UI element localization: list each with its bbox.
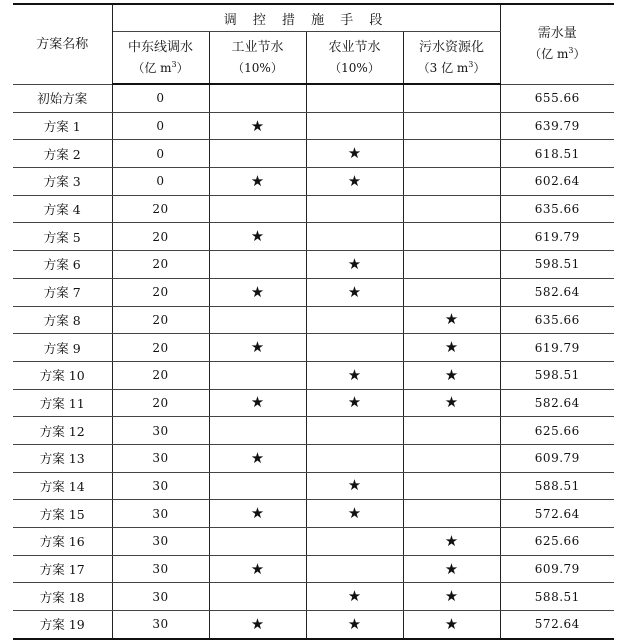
- water-demand-cell: 635.66: [500, 306, 614, 334]
- agricultural-saving-cell: [306, 611, 403, 639]
- scheme-name-cell: 方案 9: [13, 334, 112, 362]
- agricultural-saving-cell: [306, 583, 403, 611]
- star-icon: ★: [250, 338, 265, 357]
- table-row: [13, 84, 614, 112]
- sewage-reuse-cell: [403, 306, 500, 334]
- star-icon: ★: [347, 282, 362, 301]
- water-demand-cell: 609.79: [500, 555, 614, 583]
- industrial-saving-cell: [209, 112, 306, 140]
- agricultural-saving-cell: [306, 195, 403, 223]
- star-icon: ★: [444, 559, 459, 578]
- sewage-reuse-cell: [403, 334, 500, 362]
- star-icon: ★: [250, 559, 265, 578]
- transfer-volume-cell: 30: [112, 500, 209, 528]
- sewage-reuse-cell: [403, 583, 500, 611]
- water-demand-cell: 572.64: [500, 500, 614, 528]
- agricultural-saving-cell: [306, 168, 403, 196]
- transfer-volume-cell: 20: [112, 306, 209, 334]
- table-row: [13, 140, 614, 168]
- table-row: [13, 306, 614, 334]
- agricultural-saving-cell: [306, 84, 403, 112]
- agricultural-saving-header: [306, 32, 403, 85]
- table-row: [13, 555, 614, 583]
- industrial-saving-cell: [209, 611, 306, 639]
- water-demand-cell: 625.66: [500, 417, 614, 445]
- middle-east-route-transfer-header: [112, 32, 209, 85]
- industrial-saving-cell: [209, 223, 306, 251]
- table-row: [13, 472, 614, 500]
- table-row: [13, 334, 614, 362]
- star-icon: ★: [444, 338, 459, 357]
- scheme-name-cell: 方案 16: [13, 528, 112, 556]
- scheme-name-cell: 方案 13: [13, 444, 112, 472]
- star-icon: ★: [347, 476, 362, 495]
- sewage-reuse-cell: [403, 417, 500, 445]
- star-icon: ★: [250, 116, 265, 135]
- middle-east-route-unit: （亿 $m^3$）: [132, 59, 189, 75]
- water-demand-scheme-table: [13, 3, 614, 640]
- sewage-reuse-header: [403, 32, 500, 85]
- star-icon: ★: [250, 171, 265, 190]
- scheme-name-header-label: 方案名称: [36, 37, 89, 53]
- sewage-reuse-cell: [403, 84, 500, 112]
- agricultural-saving-cell: [306, 417, 403, 445]
- transfer-volume-cell: 0: [112, 140, 209, 168]
- water-demand-label: 需水量: [537, 26, 577, 42]
- scheme-name-cell: 方案 4: [13, 195, 112, 223]
- star-icon: ★: [250, 504, 265, 523]
- transfer-volume-cell: 30: [112, 528, 209, 556]
- transfer-volume-cell: 30: [112, 444, 209, 472]
- scheme-name-cell: 方案 5: [13, 223, 112, 251]
- scheme-name-cell: 方案 14: [13, 472, 112, 500]
- agricultural-saving-cell: [306, 112, 403, 140]
- table-row: [13, 361, 614, 389]
- sewage-reuse-cell: [403, 389, 500, 417]
- table-row: [13, 278, 614, 306]
- industrial-saving-unit: （10%）: [232, 60, 283, 75]
- water-demand-cell: 602.64: [500, 168, 614, 196]
- table-row: [13, 112, 614, 140]
- agricultural-saving-unit: （10%）: [329, 60, 380, 75]
- agricultural-saving-cell: [306, 528, 403, 556]
- agricultural-saving-label: 农业节水: [328, 39, 381, 55]
- table-row: [13, 528, 614, 556]
- sewage-reuse-cell: [403, 195, 500, 223]
- water-demand-cell: 625.66: [500, 528, 614, 556]
- agricultural-saving-cell: [306, 361, 403, 389]
- water-demand-cell: 655.66: [500, 84, 614, 112]
- water-demand-cell: 618.51: [500, 140, 614, 168]
- scheme-name-cell: 初始方案: [13, 84, 112, 112]
- transfer-volume-cell: 20: [112, 278, 209, 306]
- sewage-reuse-cell: [403, 611, 500, 639]
- agricultural-saving-cell: [306, 389, 403, 417]
- star-icon: ★: [347, 587, 362, 606]
- agricultural-saving-cell: [306, 306, 403, 334]
- table-row: [13, 583, 614, 611]
- table-row: [13, 611, 614, 639]
- agricultural-saving-cell: [306, 223, 403, 251]
- star-icon: ★: [347, 254, 362, 273]
- sewage-reuse-cell: [403, 278, 500, 306]
- agricultural-saving-cell: [306, 278, 403, 306]
- water-demand-unit: （亿 $m^3$）: [529, 46, 586, 62]
- sewage-reuse-cell: [403, 472, 500, 500]
- transfer-volume-cell: 30: [112, 583, 209, 611]
- industrial-saving-cell: [209, 389, 306, 417]
- industrial-saving-cell: [209, 444, 306, 472]
- scheme-name-cell: 方案 8: [13, 306, 112, 334]
- star-icon: ★: [347, 504, 362, 523]
- transfer-volume-cell: 0: [112, 84, 209, 112]
- table-row: [13, 223, 614, 251]
- sewage-reuse-unit: （3 亿 $m^3$）: [417, 59, 486, 75]
- middle-east-route-label: 中东线调水: [127, 39, 193, 55]
- agricultural-saving-cell: [306, 334, 403, 362]
- scheme-name-cell: 方案 12: [13, 417, 112, 445]
- table-row: [13, 417, 614, 445]
- table-row: [13, 500, 614, 528]
- table-row: [13, 251, 614, 279]
- scheme-name-cell: 方案 6: [13, 251, 112, 279]
- star-icon: ★: [347, 614, 362, 633]
- sewage-reuse-cell: [403, 528, 500, 556]
- scheme-name-cell: 方案 3: [13, 168, 112, 196]
- scheme-name-cell: 方案 1: [13, 112, 112, 140]
- agricultural-saving-cell: [306, 500, 403, 528]
- transfer-volume-cell: 20: [112, 334, 209, 362]
- scheme-name-cell: 方案 19: [13, 611, 112, 639]
- table-row: [13, 168, 614, 196]
- agricultural-saving-cell: [306, 140, 403, 168]
- water-demand-header: [500, 4, 614, 84]
- industrial-saving-cell: [209, 195, 306, 223]
- star-icon: ★: [347, 393, 362, 412]
- table-row: [13, 444, 614, 472]
- industrial-saving-cell: [209, 472, 306, 500]
- table-body: [13, 84, 614, 639]
- scheme-name-cell: 方案 2: [13, 140, 112, 168]
- star-icon: ★: [250, 448, 265, 467]
- transfer-volume-cell: 20: [112, 361, 209, 389]
- water-demand-cell: 588.51: [500, 583, 614, 611]
- star-icon: ★: [347, 144, 362, 163]
- star-icon: ★: [444, 614, 459, 633]
- water-demand-cell: 639.79: [500, 112, 614, 140]
- transfer-volume-cell: 0: [112, 168, 209, 196]
- star-icon: ★: [250, 614, 265, 633]
- industrial-saving-cell: [209, 583, 306, 611]
- sewage-reuse-cell: [403, 168, 500, 196]
- star-icon: ★: [444, 393, 459, 412]
- water-demand-cell: 582.64: [500, 389, 614, 417]
- star-icon: ★: [347, 171, 362, 190]
- sewage-reuse-cell: [403, 112, 500, 140]
- water-demand-cell: 598.51: [500, 361, 614, 389]
- industrial-saving-cell: [209, 306, 306, 334]
- star-icon: ★: [444, 365, 459, 384]
- industrial-saving-cell: [209, 84, 306, 112]
- table-header: [13, 4, 614, 84]
- water-demand-cell: 619.79: [500, 334, 614, 362]
- transfer-volume-cell: 20: [112, 195, 209, 223]
- scheme-name-cell: 方案 10: [13, 361, 112, 389]
- transfer-volume-cell: 30: [112, 417, 209, 445]
- sewage-reuse-cell: [403, 251, 500, 279]
- industrial-saving-cell: [209, 334, 306, 362]
- agricultural-saving-cell: [306, 555, 403, 583]
- star-icon: ★: [250, 227, 265, 246]
- transfer-volume-cell: 20: [112, 389, 209, 417]
- agricultural-saving-cell: [306, 251, 403, 279]
- scheme-name-cell: 方案 18: [13, 583, 112, 611]
- scheme-name-cell: 方案 15: [13, 500, 112, 528]
- industrial-saving-cell: [209, 417, 306, 445]
- industrial-saving-cell: [209, 361, 306, 389]
- transfer-volume-cell: 30: [112, 472, 209, 500]
- water-demand-cell: 588.51: [500, 472, 614, 500]
- water-demand-cell: 582.64: [500, 278, 614, 306]
- scheme-name-cell: 方案 7: [13, 278, 112, 306]
- sewage-reuse-cell: [403, 140, 500, 168]
- table-row: [13, 195, 614, 223]
- industrial-saving-cell: [209, 555, 306, 583]
- industrial-saving-cell: [209, 140, 306, 168]
- star-icon: ★: [250, 393, 265, 412]
- industrial-saving-cell: [209, 168, 306, 196]
- star-icon: ★: [444, 310, 459, 329]
- agricultural-saving-cell: [306, 444, 403, 472]
- water-demand-cell: 609.79: [500, 444, 614, 472]
- scheme-name-header: [13, 4, 112, 84]
- transfer-volume-cell: 20: [112, 223, 209, 251]
- transfer-volume-cell: 30: [112, 555, 209, 583]
- industrial-saving-label: 工业节水: [231, 39, 284, 55]
- water-demand-cell: 572.64: [500, 611, 614, 639]
- transfer-volume-cell: 30: [112, 611, 209, 639]
- transfer-volume-cell: 20: [112, 251, 209, 279]
- control-measures-title: 调 控 措 施 手 段: [223, 12, 389, 28]
- sewage-reuse-cell: [403, 500, 500, 528]
- sewage-reuse-label: 污水资源化: [419, 39, 485, 55]
- industrial-saving-cell: [209, 278, 306, 306]
- star-icon: ★: [250, 282, 265, 301]
- water-demand-cell: 635.66: [500, 195, 614, 223]
- industrial-saving-cell: [209, 251, 306, 279]
- water-demand-cell: 598.51: [500, 251, 614, 279]
- star-icon: ★: [444, 587, 459, 606]
- sewage-reuse-cell: [403, 444, 500, 472]
- agricultural-saving-cell: [306, 472, 403, 500]
- water-demand-cell: 619.79: [500, 223, 614, 251]
- star-icon: ★: [444, 531, 459, 550]
- scheme-name-cell: 方案 11: [13, 389, 112, 417]
- transfer-volume-cell: 0: [112, 112, 209, 140]
- control-measures-header: [112, 4, 500, 32]
- sewage-reuse-cell: [403, 223, 500, 251]
- table-row: [13, 389, 614, 417]
- scheme-name-cell: 方案 17: [13, 555, 112, 583]
- industrial-saving-cell: [209, 500, 306, 528]
- star-icon: ★: [347, 365, 362, 384]
- sewage-reuse-cell: [403, 361, 500, 389]
- industrial-saving-header: [209, 32, 306, 85]
- industrial-saving-cell: [209, 528, 306, 556]
- sewage-reuse-cell: [403, 555, 500, 583]
